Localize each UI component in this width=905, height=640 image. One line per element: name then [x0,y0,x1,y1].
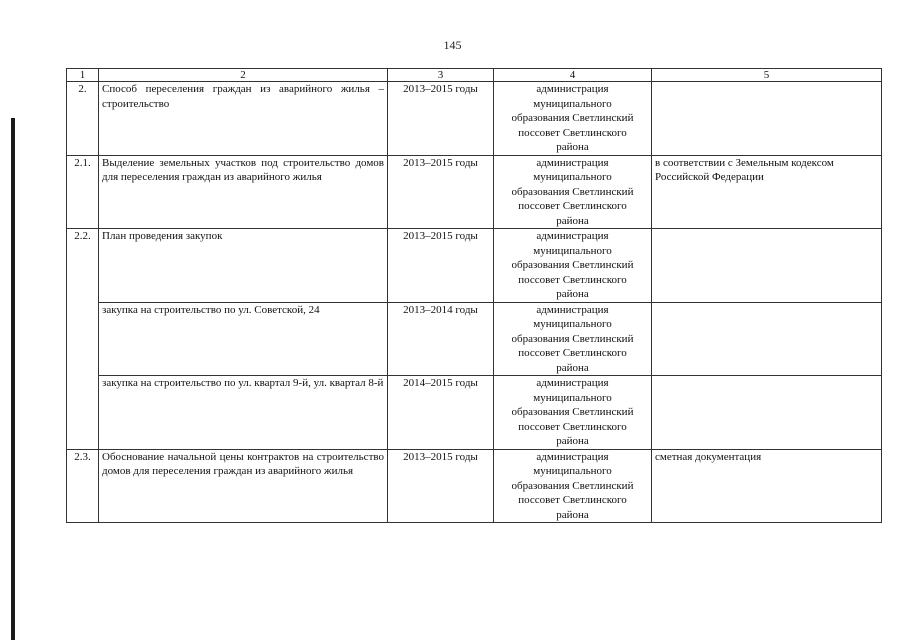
table-row [67,376,882,450]
executor-line: администрация [536,450,609,463]
executor-line: района [556,214,589,227]
executor-line: поссовет Светлинского [518,494,627,506]
executor-line: поссовет Светлинского [518,420,627,433]
executor-line: администрация [536,83,609,95]
executor-cell [494,82,652,156]
table-row [67,229,882,303]
period-cell: 2013–2015 годы [388,155,494,229]
executor-line: образования Светлинский [511,259,634,271]
executor-line: поссовет Светлинского [518,273,627,286]
row-number: 2.1. [67,155,99,229]
executor-line: поссовет Светлинского [518,126,627,139]
executor-cell [494,155,652,229]
page-number: 145 [443,38,462,52]
note-cell [652,229,882,303]
table-row [67,449,882,523]
executor-line: муниципального [533,318,612,330]
note-cell [652,82,882,156]
executor-line: поссовет Светлинского [518,347,627,359]
executor-cell [494,229,652,303]
executor-line: муниципального [533,244,612,257]
executor-line: муниципального [533,391,612,404]
column-header-1: 1 [67,69,99,82]
executor-line: района [556,361,589,374]
executor-line: района [556,435,589,447]
measure-description: Способ переселения граждан из аварийного жилья – строительство [99,82,388,156]
executor-cell [494,449,652,523]
executor-line: администрация [536,156,609,169]
executor-line: образования Светлинский [511,185,634,198]
row-number: 2.3. [67,449,99,523]
executor-line: района [556,141,589,153]
column-header-3: 3 [388,69,494,82]
period-cell: 2014–2015 годы [388,376,494,450]
period-cell: 2013–2014 годы [388,302,494,376]
scan-edge-line [11,118,15,640]
column-header-4: 4 [494,69,652,82]
period-cell: 2013–2015 годы [388,449,494,523]
executor-cell [494,302,652,376]
table-row [67,302,882,376]
note-cell [652,302,882,376]
column-header-5: 5 [652,69,882,82]
measure-description: Выделение земельных участков под строительство домов для переселения граждан из аварийного жилья [99,155,388,229]
executor-line: образования Светлинский [511,479,634,492]
executor-cell [494,376,652,450]
table-row [67,155,882,229]
measure-description: Обоснование начальной цены контрактов на строительство домов для переселения граждан из аварийного жилья [99,449,388,523]
column-header-2: 2 [99,69,388,82]
executor-line: администрация [536,377,609,389]
executor-line: образования Светлинский [511,112,634,124]
executor-line: района [556,288,589,300]
executor-line: образования Светлинский [511,332,634,345]
table-row [67,82,882,156]
note-cell [652,376,882,450]
measure-description: закупка на строительство по ул. квартал 9-й, ул. квартал 8-й [99,376,388,450]
note-cell: в соответствии с Земельным кодексом Российской Федерации [652,155,882,229]
measure-description: закупка на строительство по ул. Советской, 24 [99,302,388,376]
period-cell: 2013–2015 годы [388,82,494,156]
table-header-row [67,69,882,82]
executor-line: муниципального [533,97,612,110]
executor-line: района [556,508,589,521]
measure-description: План проведения закупок [99,229,388,303]
executor-line: образования Светлинский [511,406,634,418]
measures-table [66,68,882,523]
period-cell: 2013–2015 годы [388,229,494,303]
row-number: 2.2. [67,229,99,450]
executor-line: поссовет Светлинского [518,200,627,212]
note-cell: сметная документация [652,449,882,523]
executor-line: администрация [536,230,609,242]
executor-line: муниципального [533,171,612,183]
executor-line: администрация [536,303,609,316]
row-number: 2. [67,82,99,156]
executor-line: муниципального [533,465,612,477]
